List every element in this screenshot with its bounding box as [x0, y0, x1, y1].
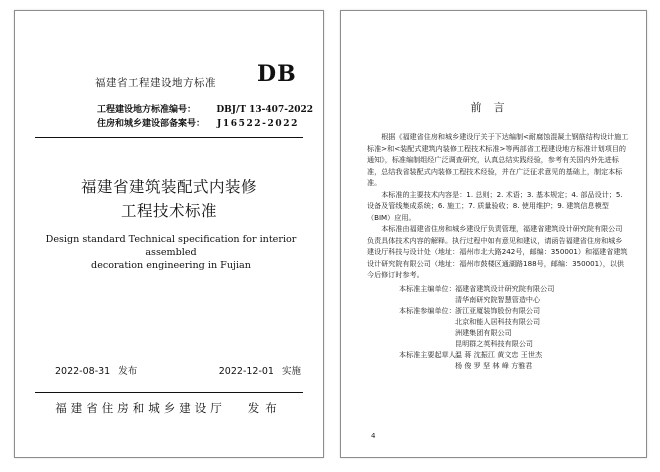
issuer-name: 福建省住房和城乡建设厅: [55, 401, 226, 415]
cover-page: [14, 10, 324, 458]
chief-unit: 福建省建筑设计研究院有限公司: [455, 283, 555, 293]
page-number: 4: [371, 432, 376, 440]
preface-paragraph: 根据《福建省住房和城乡建设厅关于下达编制<耐腐蚀混凝土钢筋结构设计施工标准>和<装配式建筑内装修工程技术标准>等两部省工程建设地方标准计划项目的通知》，标准编制组经广泛调查研究，认真总结实践经验，参考有关国内外先进标准，总结我省装配式内装修工程技术经验，并在广泛征求意见的基础上，制定本标准。: [367, 132, 629, 187]
cover-header: [15, 57, 323, 97]
chief-unit-row: [367, 294, 629, 305]
implement-date-group: [219, 363, 301, 377]
std-number-label: 工程建设地方标准编号：: [97, 105, 197, 115]
record-number-label: 住房和城乡建设部备案号：: [97, 119, 206, 129]
units-list: [367, 283, 629, 371]
participant-unit: 昆明群之英科技有限公司: [455, 338, 534, 348]
drafters-names: 杨 俊 罗 坚 林 峰 方雅君: [455, 360, 533, 370]
cover-title: [15, 175, 323, 223]
preface-paragraph: 本标准的主要技术内容是：1. 总则；2. 术语；3. 基本规定；4. 部品设计；5. 设备及管线集成系统；6. 施工；7. 质量验收；8. 使用维护；9. 建筑信息模型（BIM）应用。: [367, 189, 623, 222]
participant-unit-row: [367, 305, 629, 316]
preface-page: [340, 10, 647, 458]
preface-paragraph: 本标准由福建省住房和城乡建设厅负责管理，福建省建筑设计研究院有限公司负责具体技术内容的解释。执行过程中如有意见和建议，请函告福建省住房和城乡建设厅科技与设计处（地址：福州市北大路242号，邮编：350001）和福建省建筑设计研究院有限公司（地址：福州市鼓楼区通湖路188号，邮编：350001），以供今后修订时参考。: [367, 224, 628, 279]
publish-date: 2022-08-31: [55, 366, 111, 377]
std-number: DBJ/T 13-407-2022: [216, 105, 313, 115]
english-title-line2: decoration engineering in Fujian: [91, 260, 251, 271]
standard-category: 福建省工程建设地方标准: [95, 77, 216, 89]
drafters-names: 温 蒋 沈振江 黄文忠 王世杰: [455, 349, 543, 359]
std-number-row: [97, 103, 313, 117]
drafters-label: 本标准主要起草人：: [399, 349, 463, 359]
record-number: J16522-2022: [217, 119, 299, 129]
preface-body: [367, 131, 629, 371]
chief-label: 本标准主编单位：: [399, 283, 456, 293]
preface-title: 前言: [470, 101, 517, 114]
drafters-row: [367, 360, 629, 371]
english-title: [39, 233, 303, 272]
issue-label: 发布: [247, 401, 283, 415]
publish-date-group: [55, 363, 137, 377]
implement-date: 2022-12-01: [218, 366, 274, 377]
drafters-row: [367, 349, 629, 360]
chief-unit: 清华南研究院智慧管造中心: [455, 294, 541, 304]
participant-unit-row: [367, 316, 629, 327]
top-rule: [35, 137, 303, 138]
publish-label: 发布: [118, 366, 138, 377]
cover-title-line2: 工程技术标准: [120, 202, 217, 220]
chief-unit-row: [367, 283, 629, 294]
cover-title-line1: 福建省建筑装配式内装修: [80, 178, 257, 196]
participant-unit-row: [367, 327, 629, 338]
record-number-row: [97, 117, 313, 131]
dates-row: [55, 363, 301, 377]
participant-unit: 浙江亚厦装饰股份有限公司: [455, 305, 541, 315]
implement-label: 实施: [281, 366, 301, 377]
participant-unit-row: [367, 338, 629, 349]
standard-numbers: [97, 103, 313, 131]
bottom-rule: [35, 392, 303, 393]
db-mark: DB: [257, 61, 297, 87]
participant-label: 本标准参编单位：: [399, 305, 456, 315]
participant-unit: 北京和能人居科技有限公司: [455, 316, 541, 326]
english-title-line1: Design standard Technical specification for interior assembled: [45, 234, 297, 258]
participant-unit: 洲建集团有限公司: [455, 327, 512, 337]
issuer-row: [15, 400, 323, 416]
